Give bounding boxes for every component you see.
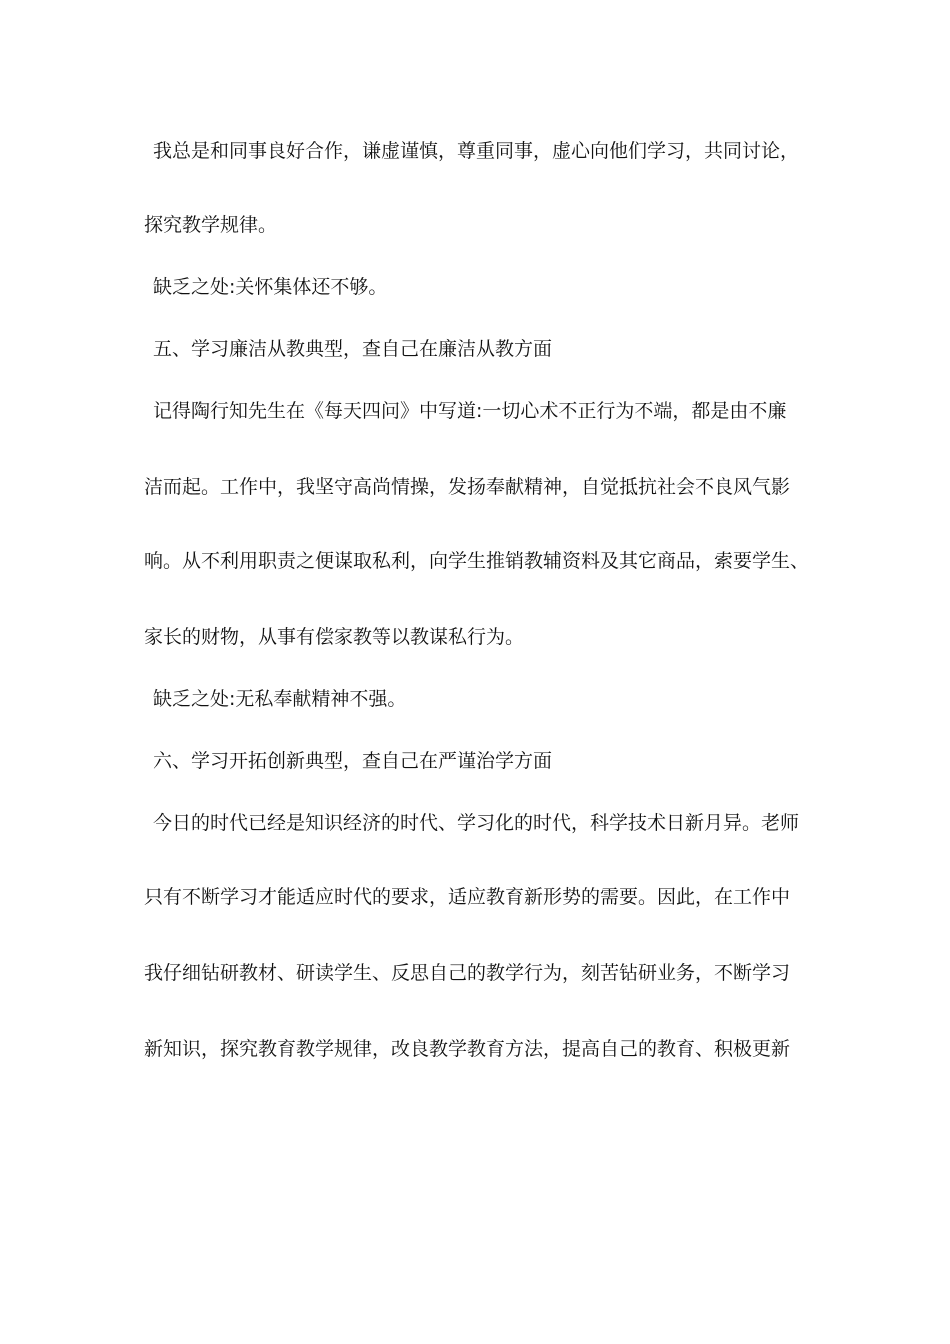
paragraph-line: 响。从不利用职责之便谋取私利，向学生推销教辅资料及其它商品，索要学生、	[144, 550, 810, 572]
paragraph-line: 探究教学规律。	[144, 214, 278, 236]
paragraph-line: 记得陶行知先生在《每天四问》中写道:一切心术不正行为不端，都是由不廉	[153, 400, 787, 422]
paragraph-line: 只有不断学习才能适应时代的要求，适应教育新形势的需要。因此，在工作中	[144, 886, 791, 908]
paragraph-line: 我仔细钻研教材、研读学生、反思自己的教学行为，刻苦钻研业务，不断学习	[144, 962, 791, 984]
paragraph-line: 新知识，探究教育教学规律，改良教学教育方法，提高自己的教育、积极更新	[144, 1038, 791, 1060]
section-heading: 五、学习廉洁从教典型，查自己在廉洁从教方面	[153, 338, 553, 360]
paragraph-line: 今日的时代已经是知识经济的时代、学习化的时代，科学技术日新月异。老师	[153, 812, 800, 834]
paragraph-line: 我总是和同事良好合作，谦虚谨慎，尊重同事，虚心向他们学习，共同讨论，	[153, 140, 800, 162]
paragraph-line: 缺乏之处:关怀集体还不够。	[153, 276, 388, 298]
paragraph-line: 缺乏之处:无私奉献精神不强。	[153, 688, 407, 710]
paragraph-line: 洁而起。工作中，我坚守高尚情操，发扬奉献精神，自觉抵抗社会不良风气影	[144, 476, 791, 498]
paragraph-line: 家长的财物，从事有偿家教等以教谋私行为。	[144, 626, 525, 648]
section-heading: 六、学习开拓创新典型，查自己在严谨治学方面	[153, 750, 553, 772]
